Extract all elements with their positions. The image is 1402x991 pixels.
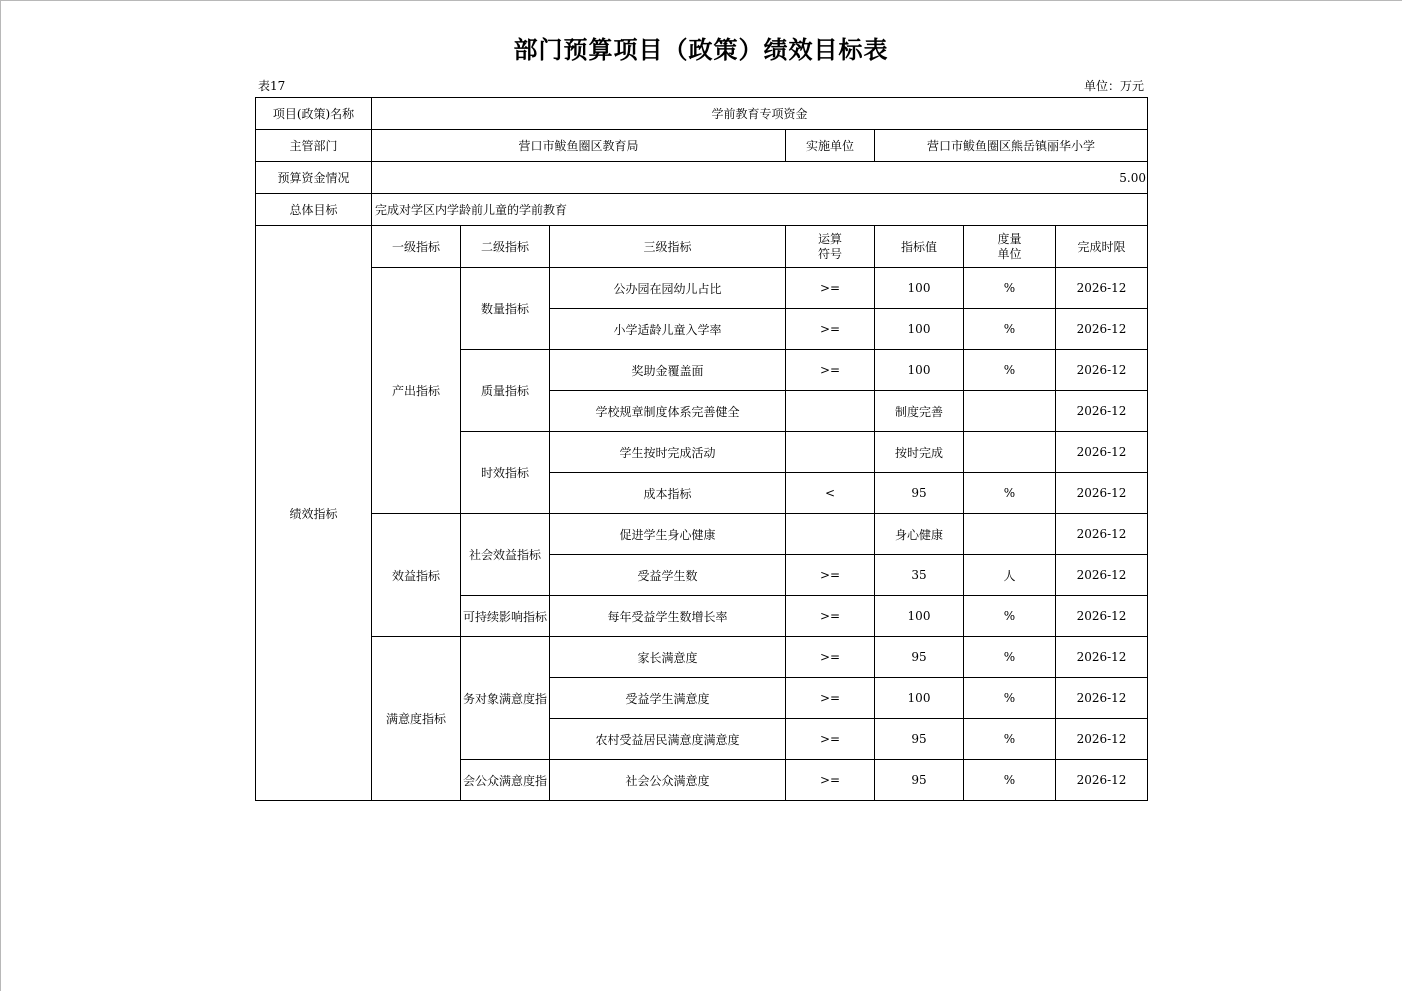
project-name-value: 学前教育专项资金: [372, 98, 1148, 130]
impl-value: 营口市鲅鱼圈区熊岳镇丽华小学: [875, 130, 1148, 162]
row-name: 农村受益居民满意度满意度: [550, 719, 786, 760]
row-unit: [964, 514, 1056, 555]
row-op: >=: [786, 678, 875, 719]
row-deadline: 2026-12: [1056, 473, 1148, 514]
row-deadline: 2026-12: [1056, 596, 1148, 637]
row-op: >=: [786, 596, 875, 637]
row-deadline: 2026-12: [1056, 719, 1148, 760]
row-value: 95: [875, 473, 964, 514]
header-unit-line2: 单位: [997, 246, 1022, 261]
row-op: [786, 514, 875, 555]
row-deadline: 2026-12: [1056, 678, 1148, 719]
row-op: <: [786, 473, 875, 514]
row-value: 95: [875, 719, 964, 760]
table-row: [256, 637, 1148, 678]
row-unit: [964, 391, 1056, 432]
row-value: 制度完善: [875, 391, 964, 432]
row-name: 社会公众满意度: [550, 760, 786, 801]
row-value: 95: [875, 760, 964, 801]
group-service: 务对象满意度指: [461, 637, 550, 760]
group-sustain: 可持续影响指标: [461, 596, 550, 637]
row-unit: %: [964, 596, 1056, 637]
header-unit-line1: 度量: [997, 231, 1022, 246]
header-operator-line1: 运算: [817, 231, 842, 246]
row-name: 家长满意度: [550, 637, 786, 678]
row-op: [786, 432, 875, 473]
row-unit: 人: [964, 555, 1056, 596]
header-value: 指标值: [875, 226, 964, 268]
frame-top-border: [0, 0, 1402, 1]
group-benefit: 效益指标: [372, 514, 461, 637]
header-level1: 一级指标: [372, 226, 461, 268]
performance-table: [255, 97, 1148, 801]
row-value: 100: [875, 309, 964, 350]
row-op: >=: [786, 719, 875, 760]
row-op: >=: [786, 637, 875, 678]
row-op: >=: [786, 760, 875, 801]
row-deadline: 2026-12: [1056, 432, 1148, 473]
project-name-row: [256, 98, 1148, 130]
row-unit: [964, 432, 1056, 473]
row-value: 100: [875, 678, 964, 719]
row-op: >=: [786, 555, 875, 596]
row-value: 100: [875, 350, 964, 391]
goal-row: [256, 194, 1148, 226]
dept-value: 营口市鲅鱼圈区教育局: [372, 130, 786, 162]
department-row: [256, 130, 1148, 162]
row-unit: %: [964, 309, 1056, 350]
budget-label: 预算资金情况: [256, 162, 372, 194]
group-social: 社会效益指标: [461, 514, 550, 596]
goal-label: 总体目标: [256, 194, 372, 226]
header-operator-line2: 符号: [817, 246, 842, 261]
row-unit: %: [964, 719, 1056, 760]
table-row: [256, 514, 1148, 555]
row-value: 35: [875, 555, 964, 596]
row-name: 奖助金覆盖面: [550, 350, 786, 391]
header-level2: 二级指标: [461, 226, 550, 268]
perf-indicator-label: 绩效指标: [256, 226, 372, 801]
row-value: 100: [875, 596, 964, 637]
row-deadline: 2026-12: [1056, 514, 1148, 555]
row-unit: %: [964, 350, 1056, 391]
impl-label: 实施单位: [786, 130, 875, 162]
unit-label: 单位：万元: [1083, 79, 1144, 93]
row-deadline: 2026-12: [1056, 350, 1148, 391]
row-op: >=: [786, 309, 875, 350]
row-value: 95: [875, 637, 964, 678]
row-deadline: 2026-12: [1056, 555, 1148, 596]
group-quality: 质量指标: [461, 350, 550, 432]
row-unit: %: [964, 637, 1056, 678]
dept-label: 主管部门: [256, 130, 372, 162]
row-unit: %: [964, 760, 1056, 801]
row-name: 受益学生满意度: [550, 678, 786, 719]
header-level3: 三级指标: [550, 226, 786, 268]
row-name: 学生按时完成活动: [550, 432, 786, 473]
row-value: 按时完成: [875, 432, 964, 473]
header-row: [256, 226, 1148, 268]
row-unit: %: [964, 268, 1056, 309]
group-public: 会公众满意度指: [461, 760, 550, 801]
row-name: 促进学生身心健康: [550, 514, 786, 555]
goal-value: 完成对学区内学龄前儿童的学前教育: [372, 194, 1148, 226]
header-operator: [786, 226, 875, 268]
row-name: 小学适龄儿童入学率: [550, 309, 786, 350]
page-title: 部门预算项目（政策）绩效目标表: [513, 36, 889, 64]
row-value: 100: [875, 268, 964, 309]
group-output: 产出指标: [372, 268, 461, 514]
row-name: 学校规章制度体系完善健全: [550, 391, 786, 432]
row-deadline: 2026-12: [1056, 309, 1148, 350]
project-name-label: 项目(政策)名称: [256, 98, 372, 130]
row-name: 成本指标: [550, 473, 786, 514]
row-name: 每年受益学生数增长率: [550, 596, 786, 637]
row-op: [786, 391, 875, 432]
row-deadline: 2026-12: [1056, 760, 1148, 801]
budget-row: [256, 162, 1148, 194]
row-deadline: 2026-12: [1056, 268, 1148, 309]
header-deadline: 完成时限: [1056, 226, 1148, 268]
group-timeliness: 时效指标: [461, 432, 550, 514]
frame-left-border: [0, 0, 1, 991]
row-deadline: 2026-12: [1056, 391, 1148, 432]
row-value: 身心健康: [875, 514, 964, 555]
row-deadline: 2026-12: [1056, 637, 1148, 678]
row-unit: %: [964, 473, 1056, 514]
budget-value: 5.00: [372, 162, 1148, 194]
row-op: >=: [786, 268, 875, 309]
group-quantity: 数量指标: [461, 268, 550, 350]
table-number: 表17: [258, 79, 286, 93]
row-name: 受益学生数: [550, 555, 786, 596]
group-satisfaction: 满意度指标: [372, 637, 461, 801]
row-name: 公办园在园幼儿占比: [550, 268, 786, 309]
row-unit: %: [964, 678, 1056, 719]
header-unit: [964, 226, 1056, 268]
row-op: >=: [786, 350, 875, 391]
table-row: [256, 268, 1148, 309]
